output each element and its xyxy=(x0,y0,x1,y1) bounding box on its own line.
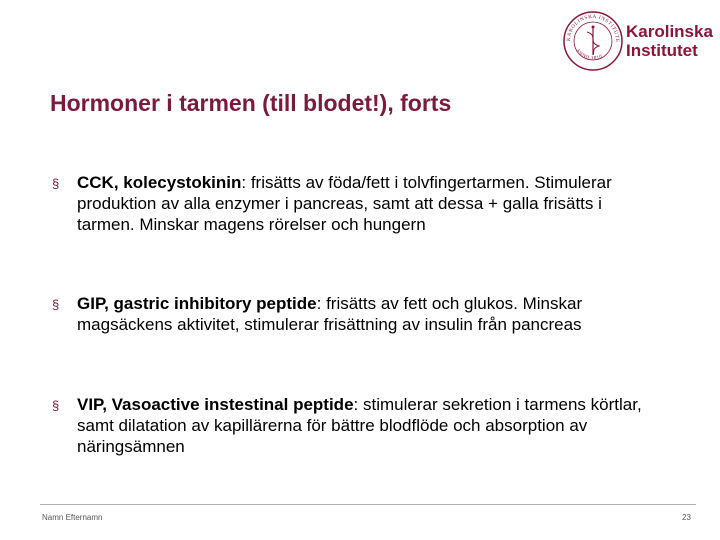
karolinska-seal-icon xyxy=(562,10,624,72)
bullet-marker: § xyxy=(52,398,60,413)
slide-title: Hormoner i tarmen (till blodet!), forts xyxy=(50,90,452,116)
footer-divider xyxy=(40,504,696,505)
svg-text:KAROLINSKA INSTITUTET xyxy=(562,10,620,43)
bullet-text: : stimulerar sekretion i tarmens körtlar, samt dilatation av kapillärerna för bättre blodflöde och absorption av näringsämnen xyxy=(77,395,642,456)
bullet-marker: § xyxy=(52,176,60,191)
bullet-term: CCK, kolecystokinin xyxy=(77,173,242,192)
seal-text: KAROLINSKA INSTITUTE xyxy=(565,13,621,43)
bullet-text: : frisätts av fett och glukos. Minskar magsäckens aktivitet, stimulerar frisättning av insulin från pancreas xyxy=(77,294,583,334)
bullet-term: VIP, Vasoactive instestinal peptide xyxy=(77,395,354,414)
svg-text:ANNO 1810 xyxy=(574,48,603,61)
bullet-item-vip xyxy=(52,394,652,457)
page-number: 23 xyxy=(682,513,691,522)
footer-presenter: Namn Efternamn xyxy=(42,513,103,522)
bullet-item-gip xyxy=(52,293,652,335)
seal-year: ANNO 1810 xyxy=(574,48,604,62)
bullet-term: GIP, gastric inhibitory peptide xyxy=(77,294,317,313)
bullet-marker: § xyxy=(52,297,60,312)
bullet-item-cck xyxy=(52,172,652,235)
logo-name-line1: Karolinska xyxy=(626,22,713,41)
logo-name-line2: Institutet xyxy=(626,41,698,60)
karolinska-logo xyxy=(562,10,712,76)
bullet-text: : frisätts av föda/fett i tolvfingertarmen. Stimulerar produktion av alla enzymer i pancreas, samt att dessa + galla frisätts i tarmen. Minskar magens rörelser och hungern xyxy=(77,173,612,234)
